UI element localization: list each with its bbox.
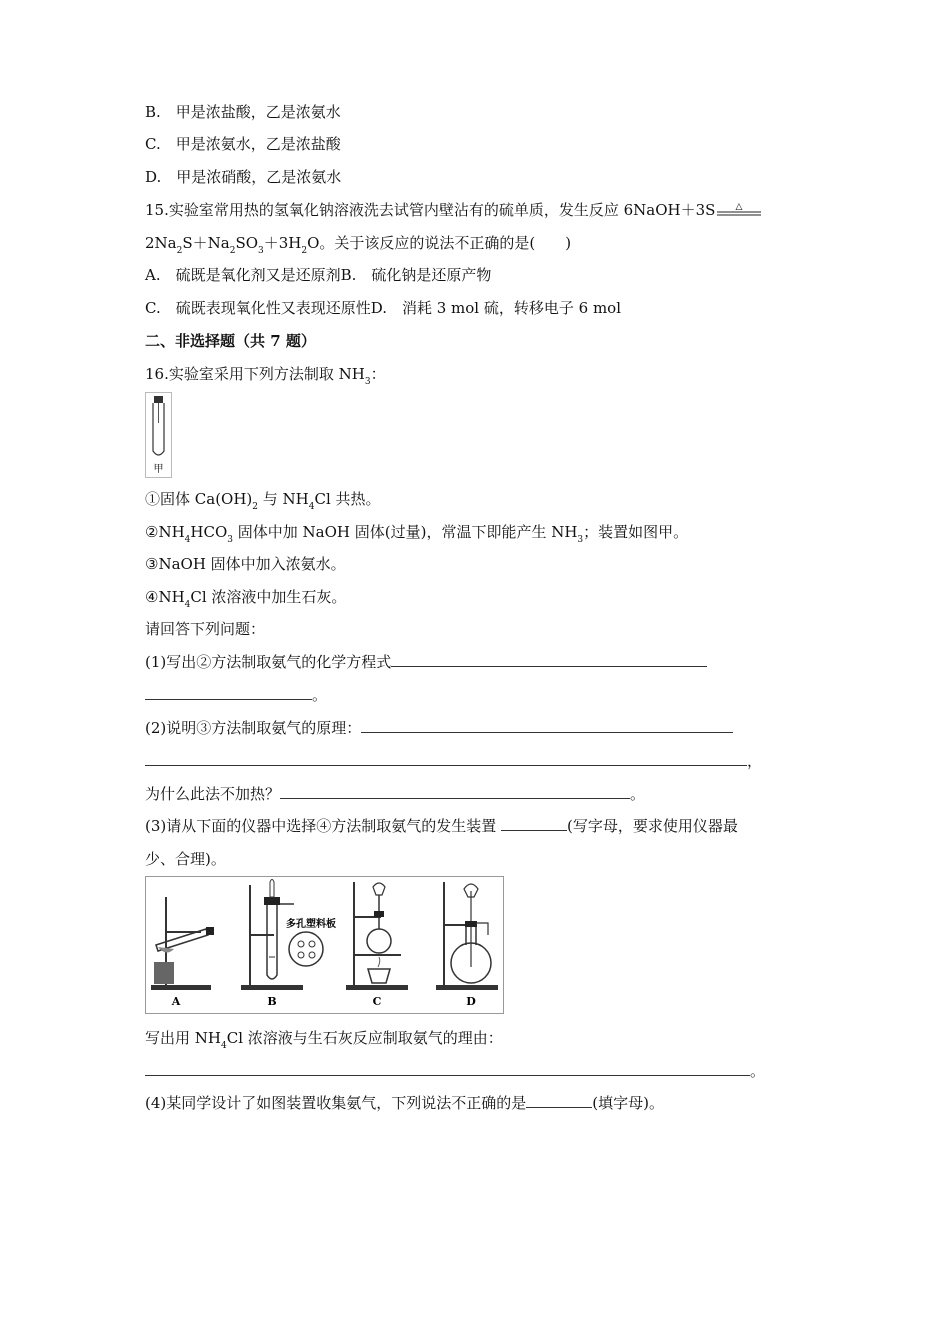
section-heading: 二、非选择题（共 7 题） — [145, 332, 316, 350]
q16-part-3b-cont — [145, 1060, 765, 1082]
q16-part-1 — [145, 651, 707, 673]
text: (3)请从下面的仪器中选择④方法制取氨气的发生装置 — [145, 817, 497, 835]
apparatus-label-d: D — [466, 995, 476, 1008]
apparatus-diagram — [146, 877, 503, 1013]
eq-part: SO — [235, 234, 259, 252]
answer-blank-2c[interactable] — [280, 784, 630, 799]
answer-blank-1a[interactable] — [391, 652, 707, 667]
q16-method-3: ③NaOH 固体中加入浓氨水。 — [145, 555, 346, 573]
text: ①固体 Ca(OH) — [145, 490, 253, 508]
q15-options-ab: A. 硫既是氧化剂又是还原剂B. 硫化钠是还原产物 — [145, 266, 492, 284]
eq-sub: 3 — [258, 246, 264, 256]
q16-part-4 — [145, 1092, 664, 1114]
text: 与 NH — [258, 490, 309, 508]
apparatus-label-b: B — [267, 995, 277, 1008]
text: ；装置如图甲。 — [583, 523, 689, 541]
figure-jia-test-tube — [145, 392, 172, 478]
q15-stem-text: 15.实验室常用热的氢氧化钠溶液洗去试管内壁沾有的硫单质，发生反应 6NaOH＋3S — [145, 201, 716, 219]
q16-prompt: 请回答下列问题： — [145, 620, 266, 638]
eq-part: 2Na — [145, 234, 177, 252]
q16-part-3b — [145, 1027, 503, 1049]
heat-arrow-icon — [715, 200, 763, 218]
text: (2)说明③方法制取氨气的原理： — [145, 719, 362, 737]
text: 。 — [630, 785, 646, 803]
sub: 4 — [184, 600, 191, 610]
text: (写字母，要求使用仪器最 — [567, 817, 738, 835]
test-tube-icon — [146, 393, 171, 477]
text: HCO — [190, 523, 228, 541]
figure-jia-label: 甲 — [153, 464, 164, 475]
sub: 2 — [252, 502, 259, 512]
answer-blank-3b[interactable] — [145, 1061, 750, 1076]
text: 写出用 NH — [145, 1029, 221, 1047]
text: Cl 浓溶液与生石灰反应制取氨气的理由： — [226, 1029, 503, 1047]
q16-stem-end: ： — [370, 365, 386, 383]
q15-options-cd: C. 硫既表现氧化性又表现还原性D. 消耗 3 mol 硫，转移电子 6 mol — [145, 299, 622, 317]
sub: 4 — [220, 1041, 227, 1051]
apparatus-label-c: C — [372, 995, 382, 1008]
q16-stem — [145, 363, 386, 385]
eq-sub: 2 — [301, 246, 308, 256]
q16-part-3 — [145, 815, 738, 837]
answer-blank-4[interactable] — [526, 1093, 592, 1108]
q16-method-4 — [145, 586, 346, 608]
q15-stem — [145, 199, 763, 221]
sub: 3 — [577, 535, 584, 545]
apparatus-d — [436, 882, 498, 1008]
q16-method-1 — [145, 488, 381, 510]
text: 。 — [750, 1062, 766, 1080]
text: ②NH — [145, 523, 185, 541]
text: (填字母)。 — [592, 1094, 664, 1112]
eq-sub: 2 — [229, 246, 236, 256]
q16-stem-sub: 3 — [364, 377, 371, 387]
q14-option-c: C. 甲是浓氨水，乙是浓盐酸 — [145, 135, 341, 153]
heat-equals-sign — [715, 200, 763, 216]
sub: 3 — [227, 535, 233, 545]
q16-part-2 — [145, 717, 733, 739]
apparatus-a — [151, 897, 214, 1008]
q16-method-2 — [145, 521, 688, 543]
text: ④NH — [145, 588, 185, 606]
eq-part: O。关于该反应的说法不正确的是( ) — [307, 234, 572, 252]
answer-blank-1b[interactable] — [145, 685, 312, 700]
q16-part-2b — [145, 783, 645, 805]
apparatus-c — [346, 882, 408, 1008]
apparatus-b — [241, 880, 336, 1009]
text: (4)某同学设计了如图装置收集氨气，下列说法不正确的是 — [145, 1094, 527, 1112]
heat-symbol: △ — [735, 202, 743, 212]
answer-blank-2b[interactable] — [145, 751, 747, 766]
apparatus-figure — [145, 876, 504, 1014]
text: 固体中加 NaOH 固体(过量)，常温下即能产生 NH — [232, 523, 578, 541]
text: ， — [747, 752, 763, 770]
apparatus-label-a: A — [171, 995, 181, 1008]
sub: 4 — [308, 502, 315, 512]
eq-sub: 2 — [176, 246, 183, 256]
text: 为什么此法不加热？ — [145, 785, 281, 803]
q14-option-b: B. 甲是浓盐酸，乙是浓氨水 — [145, 103, 341, 121]
eq-part: ＋3H — [263, 234, 302, 252]
q15-equation-cont — [145, 232, 571, 254]
porous-plate-label: 多孔塑料板 — [286, 919, 336, 930]
text: Cl 共热。 — [314, 490, 381, 508]
q16-part-1-cont — [145, 684, 327, 706]
q16-part-2-cont — [145, 750, 762, 772]
text: 。 — [312, 686, 328, 704]
q16-stem-text: 16.实验室采用下列方法制取 NH — [145, 365, 365, 383]
q16-part-3-cont: 少、合理)。 — [145, 850, 226, 868]
text: (1)写出②方法制取氨气的化学方程式 — [145, 653, 392, 671]
eq-part: S＋Na — [182, 234, 230, 252]
answer-blank-2a[interactable] — [361, 718, 733, 733]
answer-blank-3a[interactable] — [501, 816, 567, 831]
q14-option-d: D. 甲是浓硝酸，乙是浓氨水 — [145, 168, 342, 186]
text: Cl 浓溶液中加生石灰。 — [190, 588, 347, 606]
sub: 4 — [184, 535, 191, 545]
